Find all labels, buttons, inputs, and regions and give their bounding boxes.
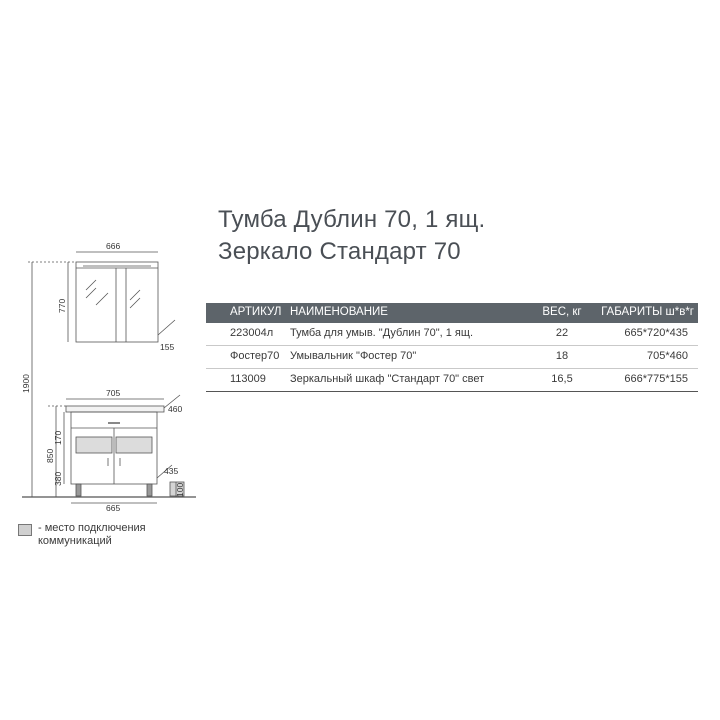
header-name: НАИМЕНОВАНИЕ (290, 306, 388, 318)
header-article: АРТИКУЛ (230, 306, 282, 318)
mirror-glare (96, 293, 108, 305)
dim-leg-height: 100 (175, 482, 185, 497)
mirror-glare (130, 298, 140, 308)
cabinet-leg (76, 484, 81, 496)
dim-mirror-width: 666 (106, 241, 121, 251)
cell-article: Фостер70 (230, 350, 280, 362)
dim-basin-depth: 460 (168, 404, 183, 414)
product-title-mirror: Зеркало Стандарт 70 (218, 238, 461, 265)
product-title-cabinet: Тумба Дублин 70, 1 ящ. (218, 206, 486, 233)
dim-drawer-height: 170 (53, 430, 63, 445)
cell-name: Тумба для умыв. "Дублин 70", 1 ящ. (290, 327, 473, 339)
door-glass-left (76, 437, 112, 453)
legend-text: - место подключения коммуникаций (38, 522, 146, 547)
dim-cabinet-height: 850 (45, 448, 55, 463)
cell-dimensions: 666*775*155 (624, 373, 688, 385)
header-weight: ВЕС, кг (542, 306, 582, 318)
basin-top (66, 406, 164, 412)
mirror-glare (86, 288, 96, 298)
cell-weight: 16,5 (551, 373, 573, 385)
header-dimensions: ГАБАРИТЫ ш*в*г (601, 306, 694, 318)
dim-mirror-height: 770 (57, 298, 67, 313)
dim-cabinet-depth: 435 (164, 466, 179, 476)
door-glass-right (116, 437, 152, 453)
dim-doors-height: 380 (53, 471, 63, 486)
cell-name: Умывальник "Фостер 70" (290, 350, 417, 362)
cell-weight: 18 (555, 350, 569, 362)
cabinet-leg (147, 484, 152, 496)
dim-basin-width: 705 (106, 388, 121, 398)
dim-cabinet-width: 665 (106, 503, 121, 513)
dim-line (158, 320, 175, 335)
dim-total-height: 1900 (21, 374, 31, 393)
cell-dimensions: 665*720*435 (624, 327, 688, 339)
legend-swatch (18, 524, 32, 536)
cell-name: Зеркальный шкаф "Стандарт 70" свет (290, 373, 485, 385)
mirror-glare (86, 280, 96, 290)
cell-weight: 22 (555, 327, 569, 339)
mirror-glare (130, 290, 140, 300)
cell-dimensions: 705*460 (647, 350, 688, 362)
dim-mirror-depth: 155 (160, 342, 175, 352)
mirror-cabinet-outline (76, 262, 158, 342)
cell-article: 113009 (230, 373, 266, 385)
cell-article: 223004л (230, 327, 274, 339)
